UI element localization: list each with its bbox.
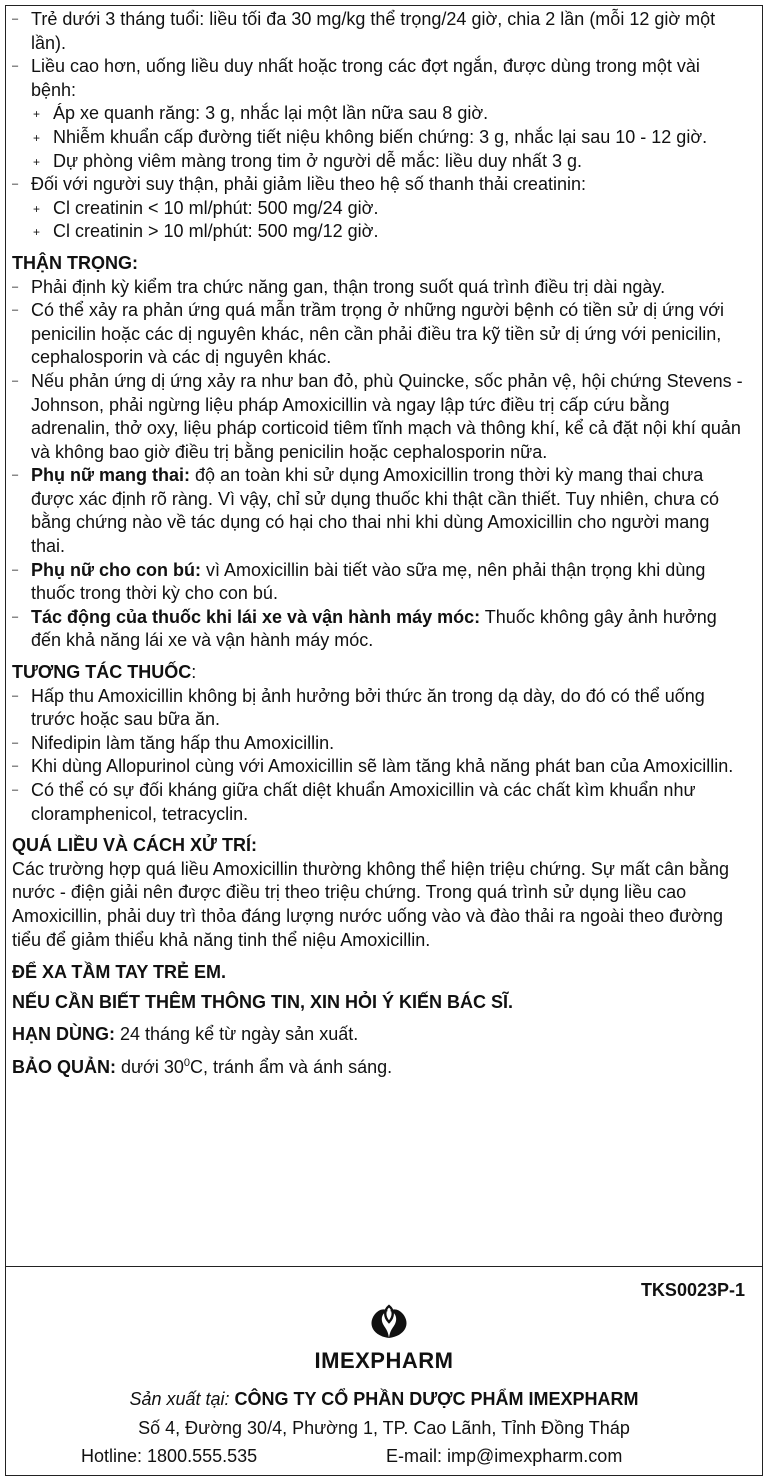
footer-divider xyxy=(5,1266,763,1267)
precaution-item-driving xyxy=(12,606,748,653)
precaution-item: – Phải định kỳ kiểm tra chức năng gan, thận trong suốt quá trình điều trị dài ngày. xyxy=(12,276,748,300)
precaution-text: vì Amoxicillin bài tiết vào sữa mẹ, nên phải thận trọng khi dùng thuốc trong thời kỳ cho con bú. xyxy=(31,559,706,604)
precaution-label: Phụ nữ cho con bú: xyxy=(31,559,202,580)
warning-info: NẾU CẦN BIẾT THÊM THÔNG TIN, XIN HỎI Ý KIẾN BÁC SĨ. xyxy=(12,991,514,1012)
shelf-life-value: 24 tháng kể từ ngày sản xuất. xyxy=(115,1024,359,1045)
interactions-heading-colon: : xyxy=(191,662,197,683)
company-address: Số 4, Đường 30/4, Phường 1, TP. Cao Lãnh, Tỉnh Đồng Tháp xyxy=(138,1418,630,1438)
precaution-text: Thuốc không gây ảnh hưởng đến khả năng lái xe và vận hành máy móc. xyxy=(31,606,717,651)
precaution-item-breastfeeding xyxy=(12,559,748,606)
email: E-mail: imp@imexpharm.com xyxy=(386,1446,623,1466)
dosage-subitem: + Áp xe quanh răng: 3 g, nhắc lại một lần nữa sau 8 giờ. xyxy=(12,102,748,126)
manufacturer-label: Sản xuất tại: xyxy=(129,1389,230,1409)
storage xyxy=(12,1056,748,1080)
manufacturer-name: CÔNG TY CỔ PHẦN DƯỢC PHẨM IMEXPHARM xyxy=(229,1389,639,1409)
precaution-text: độ an toàn khi sử dụng Amoxicillin trong thời kỳ mang thai chưa được xác định rõ ràng. Vì vậy, chỉ sử dụng thuốc khi thật cần thiết. Tuy nhiên, chưa có bằng chứng nào về tác dụng có hại cho thai nhi khi dùng Amoxicillin cho người mang thai. xyxy=(31,465,719,557)
shelf-life xyxy=(12,1023,748,1047)
interaction-item: – Khi dùng Allopurinol cùng với Amoxicillin sẽ làm tăng khả năng phát ban của Amoxicillin. xyxy=(12,755,748,779)
document-code: TKS0023P-1 xyxy=(640,1280,745,1300)
dosage-item: – Đối với người suy thận, phải giảm liều theo hệ số thanh thải creatinin: xyxy=(12,173,748,197)
overdose-text: Các trường hợp quá liều Amoxicillin thường không thể hiện triệu chứng. Sự mất cân bằng nước - điện giải nên được điều trị theo triệu chứng. Trong quá trình sử dụng liều cao Amoxicillin, phải duy trì thỏa đáng lượng nước uống vào và đào thải ra ngoài theo đường tiểu để giảm thiểu khả năng tinh thể niệu Amoxicillin. xyxy=(12,858,730,950)
warning-children: ĐỂ XA TẦM TAY TRẺ EM. xyxy=(12,962,227,983)
interaction-item: – Có thể có sự đối kháng giữa chất diệt khuẩn Amoxicillin và các chất kìm khuẩn như cloramphenicol, tetracyclin. xyxy=(12,779,748,826)
precautions-section xyxy=(12,276,748,654)
dosage-item: – Trẻ dưới 3 tháng tuổi: liều tối đa 30 mg/kg thể trọng/24 giờ, chia 2 lần (mỗi 12 giờ một lần). xyxy=(12,8,748,55)
imexpharm-leaf-logo-icon xyxy=(359,1302,419,1342)
interactions-heading-text: TƯƠNG TÁC THUỐC xyxy=(12,662,192,683)
dosage-subitem: + Dự phòng viêm màng trong tim ở người dễ mắc: liều duy nhất 3 g. xyxy=(12,150,748,174)
hotline: Hotline: 1800.555.535 xyxy=(81,1446,258,1466)
storage-label: BẢO QUẢN: xyxy=(12,1056,116,1077)
leaflet-content xyxy=(12,8,748,1080)
manufacturer-line xyxy=(5,1389,763,1410)
interactions-section xyxy=(12,685,748,827)
company-logo-text: IMEXPHARM xyxy=(314,1348,454,1373)
precautions-heading: THẬN TRỌNG: xyxy=(12,252,138,273)
dosage-section xyxy=(12,8,748,244)
interaction-item: – Hấp thu Amoxicillin không bị ảnh hưởng bởi thức ăn trong dạ dày, do đó có thể uống trước hoặc sau bữa ăn. xyxy=(12,685,748,732)
overdose-heading: QUÁ LIỀU VÀ CÁCH XỬ TRÍ: xyxy=(12,835,257,856)
dosage-item: – Liều cao hơn, uống liều duy nhất hoặc trong các đợt ngắn, được dùng trong một vài bệnh: xyxy=(12,55,748,102)
precaution-item: – Có thể xảy ra phản ứng quá mẫn trầm trọng ở những người bệnh có tiền sử dị ứng với penicilin hoặc các dị nguyên khác, nên cần phải điều tra kỹ tiền sử dị ứng với penicilin, cephalosporin và các dị nguyên khác. xyxy=(12,299,748,370)
interaction-item: – Nifedipin làm tăng hấp thu Amoxicillin. xyxy=(12,732,748,756)
storage-degree: 0 xyxy=(183,1056,191,1069)
interactions-heading xyxy=(12,661,748,685)
precaution-item: – Nếu phản ứng dị ứng xảy ra như ban đỏ, phù Quincke, sốc phản vệ, hội chứng Stevens - Johnson, phải ngừng liệu pháp Amoxicillin và ngay lập tức điều trị cấp cứu bằng adrenalin, thở oxy, liệu pháp corticoid tiêm tĩnh mạch và thông khí, kể cả đặt nội khí quản và không bao giờ điều trị bằng penicilin hoặc cephalosporin nữa. xyxy=(12,370,748,464)
precaution-label: Tác động của thuốc khi lái xe và vận hành máy móc: xyxy=(31,606,481,627)
dosage-subitem: + Cl creatinin > 10 ml/phút: 500 mg/12 giờ. xyxy=(12,220,748,244)
storage-value: dưới 30 xyxy=(116,1056,184,1077)
dosage-subitem: + Cl creatinin < 10 ml/phút: 500 mg/24 giờ. xyxy=(12,197,748,221)
precaution-label: Phụ nữ mang thai: xyxy=(31,465,191,486)
storage-value-end: C, tránh ẩm và ánh sáng. xyxy=(190,1056,393,1077)
precaution-item-pregnancy xyxy=(12,464,748,558)
shelf-life-label: HẠN DÙNG: xyxy=(12,1024,115,1045)
dosage-subitem: + Nhiễm khuẩn cấp đường tiết niệu không biến chứng: 3 g, nhắc lại sau 10 - 12 giờ. xyxy=(12,126,748,150)
footer xyxy=(5,1268,763,1473)
